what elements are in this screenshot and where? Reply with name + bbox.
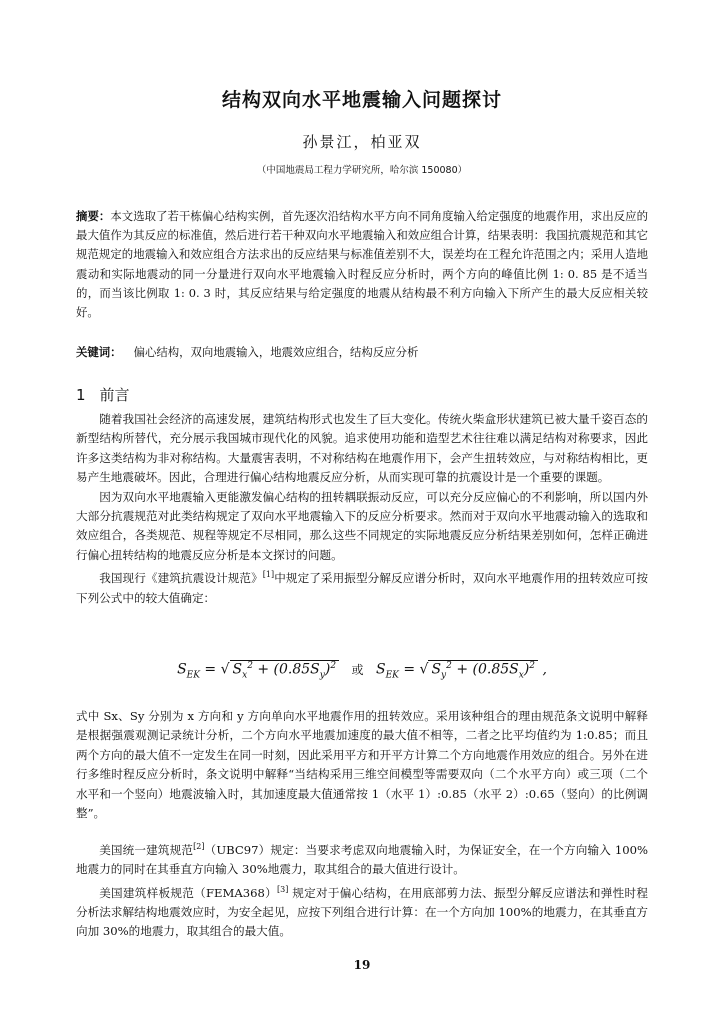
section-number: 1 [76, 386, 86, 404]
section-heading [76, 384, 130, 405]
paper-affiliation: （中国地震局工程力学研究所，哈尔滨 150080） [256, 165, 468, 176]
formula-or: 或 [351, 662, 364, 677]
paragraph-4: 式中 Sx、Sy 分别为 x 方向和 y 方向单向水平地震作用的扭转效应。采用该种组合的理由规范条文说明中解释是根据强震观测记录统计分析，二个方向水平地震加速度的最大值不相等，二者之比平均值约为 1:0.85；而且两个方向的最大值不一定发生在同一时刻，因此采用平方和开平方计算二个方向地震作用效应的组合。另外在进行多维时程反应分析时，条文说明中解释“当结构采用三维空间模型等需要双向（二个水平方向）或三项（二个水平和一个竖向）地震波输入时，其加速度最大值通常按 1（水平 1）:0.85（水平 2）:0.65（竖向）的比例调整”。 [76, 709, 648, 821]
paper-title: 结构双向水平地震输入问题探讨 [221, 89, 502, 111]
citation-2: [2] [193, 842, 205, 851]
paragraph-1: 随着我国社会经济的高速发展，建筑结构形式也发生了巨大变化。传统火柴盒形状建筑已被大量千姿百态的新型结构所替代，充分展示我国城市现代化的风貌。追求使用功能和造型艺术往往难以满足结构对称要求，因此许多这类结构为非对称结构。大量震害表明，不对称结构在地震作用下，会产生扭转效应，与对称结构相比，更易产生地震破坏。因此，合理进行偏心结构地震反应分析，从而实现可靠的抗震设计是一个重要的课题。 [76, 412, 648, 485]
combination-formula: $S_{EK}$ = √ $S_x^2 + (0.85S_y)^2$ 或 $S_{EK}$ = √ $S_y^2 + (0.85S_x)^2$ , [177, 661, 547, 681]
paragraph-3-post: 中规定了采用振型分解反应谱分析时，双向水平地震作用的扭转效应可按下列公式中的较大值确定： [76, 571, 648, 605]
paper-authors: 孙景江，柏亚双 [302, 133, 422, 151]
paragraph-6-post: 规定对于偏心结构，在用底部剪力法、振型分解反应谱法和弹性时程分析法求解结构地震效应时，为安全起见，应按下列组合进行计算：在一个方向加 100%的地震力，在其垂直方向加 30%的地震力，取其组合的最大值。 [76, 885, 648, 939]
paragraph-3-pre: 我国现行《建筑抗震设计规范》 [99, 571, 263, 586]
paragraph-6-pre: 美国建筑样板规范（FEMA368） [99, 885, 277, 900]
paragraph-2: 因为双向水平地震输入更能激发偏心结构的扭转耦联振动反应，可以充分反应偏心的不利影响，所以国内外大部分抗震规范对此类结构规定了双向水平地震输入下的反应分析要求。然而对于双向水平地震动输入的选取和效应组合，各类规范、规程等规定不尽相同，那么这些不同规定的实际地震反应分析结果差别如何，怎样正确进行偏心扭转结构的地震反应分析是本文探讨的问题。 [76, 489, 648, 562]
paragraph-5-pre: 美国统一建筑规范 [99, 842, 194, 857]
paragraph-3 [76, 565, 648, 608]
abstract-label: 摘要： [76, 209, 111, 223]
paragraph-5 [76, 837, 648, 880]
citation-3: [3] [277, 884, 289, 894]
paragraph-6 [76, 880, 648, 942]
abstract-text: 本文选取了若干栋偏心结构实例，首先逐次沿结构水平方向不同角度输入给定强度的地震作用，求出反应的最大值作为其反应的标准值，然后进行若干种双向水平地震输入和效应组合计算，结果表明：我国抗震规范和其它规范规定的地震输入和效应组合方法求出的反应结果与标准值差别不大，误差均在工程允许范围之内；采用人造地震动和实际地震动的同一分量进行双向水平地震输入时程反应分析时，两个方向的峰值比例 1: 0. 85 是不适当的，而当该比例取 1: 0. 3 时，其反应结果与给定强度的地震从结构最不利方向输入下所产生的最大反应相关较好。 [76, 209, 648, 320]
citation-1: [1] [262, 570, 275, 580]
section-title: 前言 [99, 386, 130, 404]
body-text-block-2 [76, 707, 648, 823]
keywords-text: 偏心结构，双向地震输入，地震效应组合，结构反应分析 [133, 345, 419, 359]
abstract [76, 207, 648, 322]
keywords [76, 343, 648, 361]
keywords-label: 关键词： [76, 345, 122, 359]
paragraph-5-post: （UBC97）规定：当要求考虑双向地震输入时，为保证安全，在一个方向输入 100%地震力的同时在其垂直方向输入 30%地震力，取其组合的最大值进行设计。 [76, 842, 648, 877]
body-text-block-3 [76, 837, 648, 942]
page-number: 19 [353, 958, 371, 972]
body-text-block-1 [76, 410, 648, 608]
